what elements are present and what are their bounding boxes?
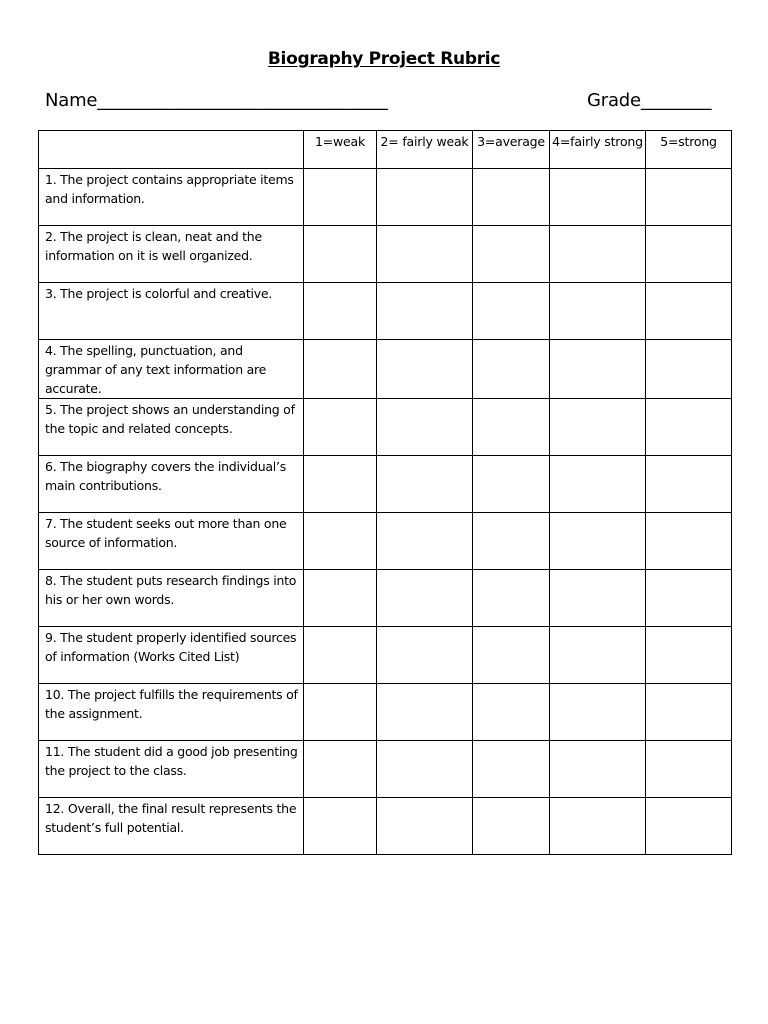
criterion-text: 7. The student seeks out more than one source of information. xyxy=(45,516,287,550)
score-cell-3[interactable] xyxy=(473,570,550,627)
score-cell-4[interactable] xyxy=(550,684,646,741)
score-cell-3[interactable] xyxy=(473,283,550,340)
score-cell-4[interactable] xyxy=(550,226,646,283)
score-cell-1[interactable] xyxy=(304,513,377,570)
score-cell-2[interactable] xyxy=(377,283,473,340)
criterion-text: 5. The project shows an understanding of the topic and related concepts. xyxy=(45,402,295,436)
score-cell-4[interactable] xyxy=(550,283,646,340)
score-cell-1[interactable] xyxy=(304,570,377,627)
criterion-text: 12. Overall, the final result represents the student’s full potential. xyxy=(45,801,297,835)
score-header-5: 5=strong xyxy=(646,131,732,169)
criterion-text: 1. The project contains appropriate items and information. xyxy=(45,172,294,206)
criterion-cell xyxy=(39,340,304,399)
score-cell-3[interactable] xyxy=(473,513,550,570)
criterion-cell xyxy=(39,798,304,855)
table-row xyxy=(39,226,732,283)
table-row xyxy=(39,627,732,684)
header-row xyxy=(39,131,732,169)
score-cell-5[interactable] xyxy=(646,283,732,340)
document-title: Biography Project Rubric xyxy=(267,49,501,69)
criterion-cell xyxy=(39,684,304,741)
score-cell-2[interactable] xyxy=(377,741,473,798)
score-cell-4[interactable] xyxy=(550,798,646,855)
score-cell-2[interactable] xyxy=(377,456,473,513)
score-cell-5[interactable] xyxy=(646,399,732,456)
score-header-3: 3=average xyxy=(473,131,550,169)
score-cell-3[interactable] xyxy=(473,798,550,855)
criterion-cell xyxy=(39,570,304,627)
score-cell-5[interactable] xyxy=(646,798,732,855)
criterion-cell xyxy=(39,456,304,513)
score-cell-1[interactable] xyxy=(304,798,377,855)
criterion-cell xyxy=(39,741,304,798)
criterion-text: 10. The project fulfills the requirements of the assignment. xyxy=(45,687,298,721)
criterion-cell xyxy=(39,169,304,226)
score-cell-4[interactable] xyxy=(550,513,646,570)
table-row xyxy=(39,340,732,399)
score-cell-5[interactable] xyxy=(646,456,732,513)
criterion-text: 2. The project is clean, neat and the information on it is well organized. xyxy=(45,229,262,263)
score-cell-3[interactable] xyxy=(473,684,550,741)
table-row xyxy=(39,513,732,570)
rubric-table xyxy=(38,130,732,855)
score-cell-3[interactable] xyxy=(473,741,550,798)
score-cell-5[interactable] xyxy=(646,570,732,627)
criterion-text: 6. The biography covers the individual’s main contributions. xyxy=(45,459,287,493)
score-cell-4[interactable] xyxy=(550,627,646,684)
table-row xyxy=(39,169,732,226)
score-cell-4[interactable] xyxy=(550,570,646,627)
score-cell-5[interactable] xyxy=(646,627,732,684)
criterion-cell xyxy=(39,513,304,570)
criterion-text: 9. The student properly identified sources of information (Works Cited List) xyxy=(45,630,297,664)
score-cell-2[interactable] xyxy=(377,684,473,741)
criterion-text: 8. The student puts research findings into his or her own words. xyxy=(45,573,297,607)
criterion-cell xyxy=(39,283,304,340)
score-cell-3[interactable] xyxy=(473,340,550,399)
corner-header-cell xyxy=(39,131,304,169)
score-cell-2[interactable] xyxy=(377,513,473,570)
table-row xyxy=(39,456,732,513)
score-header-1: 1=weak xyxy=(304,131,377,169)
score-cell-2[interactable] xyxy=(377,399,473,456)
score-header-4: 4=fairly strong xyxy=(550,131,646,169)
table-row xyxy=(39,684,732,741)
score-cell-2[interactable] xyxy=(377,169,473,226)
criterion-cell xyxy=(39,627,304,684)
table-row xyxy=(39,570,732,627)
score-cell-1[interactable] xyxy=(304,226,377,283)
score-cell-1[interactable] xyxy=(304,684,377,741)
score-cell-1[interactable] xyxy=(304,283,377,340)
score-cell-2[interactable] xyxy=(377,627,473,684)
criterion-cell xyxy=(39,226,304,283)
score-cell-2[interactable] xyxy=(377,340,473,399)
table-row xyxy=(39,283,732,340)
criterion-text: 3. The project is colorful and creative. xyxy=(45,286,272,301)
score-header-2: 2= fairly weak xyxy=(377,131,473,169)
score-cell-2[interactable] xyxy=(377,798,473,855)
score-cell-3[interactable] xyxy=(473,169,550,226)
grade-field: Grade________ xyxy=(587,90,712,111)
score-cell-2[interactable] xyxy=(377,570,473,627)
score-cell-5[interactable] xyxy=(646,684,732,741)
score-cell-2[interactable] xyxy=(377,226,473,283)
table-row xyxy=(39,798,732,855)
score-cell-1[interactable] xyxy=(304,627,377,684)
score-cell-5[interactable] xyxy=(646,513,732,570)
score-cell-4[interactable] xyxy=(550,741,646,798)
score-cell-5[interactable] xyxy=(646,340,732,399)
score-cell-3[interactable] xyxy=(473,627,550,684)
score-cell-5[interactable] xyxy=(646,169,732,226)
score-cell-3[interactable] xyxy=(473,226,550,283)
score-cell-3[interactable] xyxy=(473,399,550,456)
criterion-cell xyxy=(39,399,304,456)
score-cell-4[interactable] xyxy=(550,340,646,399)
score-cell-1[interactable] xyxy=(304,399,377,456)
score-cell-1[interactable] xyxy=(304,340,377,399)
score-cell-1[interactable] xyxy=(304,456,377,513)
score-cell-4[interactable] xyxy=(550,456,646,513)
table-row xyxy=(39,741,732,798)
criterion-text: 11. The student did a good job presenting the project to the class. xyxy=(45,744,298,778)
name-field: Name_________________________________ xyxy=(45,90,388,111)
table-row xyxy=(39,399,732,456)
score-cell-4[interactable] xyxy=(550,169,646,226)
score-cell-1[interactable] xyxy=(304,169,377,226)
score-cell-5[interactable] xyxy=(646,226,732,283)
score-cell-5[interactable] xyxy=(646,741,732,798)
score-cell-3[interactable] xyxy=(473,456,550,513)
criterion-text: 4. The spelling, punctuation, and grammar of any text information are accurate. xyxy=(45,343,267,396)
score-cell-4[interactable] xyxy=(550,399,646,456)
score-cell-1[interactable] xyxy=(304,741,377,798)
